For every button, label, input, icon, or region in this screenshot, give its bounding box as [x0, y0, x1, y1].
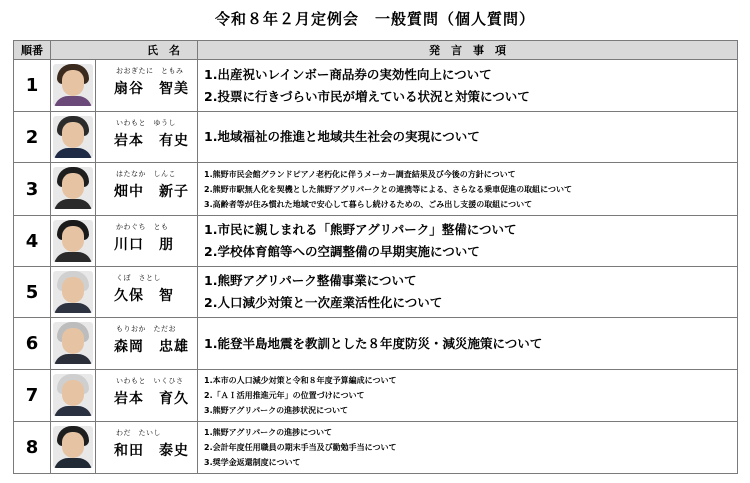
name-reading: くぼ さとし	[116, 274, 161, 282]
member-name-cell	[96, 370, 198, 422]
question-items-cell	[198, 60, 738, 112]
order-number: 4	[14, 216, 51, 267]
member-name: 岩本 育久	[114, 391, 189, 407]
table-header-row	[14, 41, 738, 60]
member-photo-cell	[51, 370, 96, 422]
header-order: 順番	[14, 41, 51, 60]
question-item: 1.能登半島地震を教訓とした８年度防災・減災施策について	[204, 335, 543, 351]
question-table	[13, 40, 738, 474]
question-item: 1.市民に親しまれる「熊野アグリパーク」整備について	[204, 222, 517, 237]
name-reading: いわもと ゆうし	[116, 119, 176, 127]
question-item: 2.「ＡＩ活用推進元年」の位置づけについて	[204, 391, 365, 400]
member-name-cell	[96, 422, 198, 474]
question-item: 3.奨学金返還制度について	[204, 458, 301, 467]
portrait-photo	[53, 220, 93, 262]
table-row	[14, 60, 738, 112]
question-items-cell	[198, 267, 738, 318]
question-item: 2.熊野市駅無人化を契機とした熊野アグリパークとの連携等による、さらなる乗車促進の取組について	[204, 184, 572, 194]
question-items-cell	[198, 216, 738, 267]
question-item: 2.投票に行きづらい市民が増えている状況と対策について	[204, 88, 530, 104]
question-item: 1.熊野市民会館グランドピアノ老朽化に伴うメーカー調査結果及び今後の方針について	[204, 169, 516, 179]
member-photo-cell	[51, 422, 96, 474]
member-name: 岩本 有史	[114, 133, 189, 149]
order-number: 1	[14, 60, 51, 112]
header-name: 氏 名	[51, 41, 198, 60]
question-item: 3.高齢者等が住み慣れた地域で安心して暮らし続けるための、ごみ出し支援の取組について	[204, 199, 533, 209]
question-items-cell	[198, 422, 738, 474]
question-items-cell	[198, 163, 738, 216]
portrait-photo	[53, 64, 93, 106]
member-name-cell	[96, 60, 198, 112]
member-name: 和田 泰史	[114, 443, 189, 459]
order-number: 3	[14, 163, 51, 216]
member-name-cell	[96, 216, 198, 267]
member-name-cell	[96, 163, 198, 216]
name-reading: もりおか ただお	[116, 325, 176, 333]
member-name: 扇谷 智美	[114, 81, 189, 97]
table-row	[14, 422, 738, 474]
member-name: 川口 朋	[114, 237, 174, 253]
portrait-photo	[53, 271, 93, 313]
table-row	[14, 318, 738, 370]
name-reading: わだ たいし	[116, 429, 161, 437]
order-number: 5	[14, 267, 51, 318]
table-row	[14, 267, 738, 318]
member-photo-cell	[51, 318, 96, 370]
question-item: 1.地域福祉の推進と地域共生社会の実現について	[204, 129, 480, 144]
member-name-cell	[96, 112, 198, 163]
order-number: 7	[14, 370, 51, 422]
portrait-photo	[53, 167, 93, 209]
table-row	[14, 112, 738, 163]
member-name: 森岡 忠雄	[114, 339, 189, 355]
name-reading: かわぐち とも	[116, 223, 169, 231]
member-photo-cell	[51, 60, 96, 112]
question-items-cell	[198, 318, 738, 370]
member-name: 久保 智	[114, 288, 174, 304]
member-photo-cell	[51, 163, 96, 216]
order-number: 2	[14, 112, 51, 163]
question-item: 2.学校体育館等への空調整備の早期実施について	[204, 244, 480, 259]
question-item: 1.出産祝いレインボー商品券の実効性向上について	[204, 66, 492, 82]
order-number: 8	[14, 422, 51, 474]
member-photo-cell	[51, 112, 96, 163]
table-row	[14, 370, 738, 422]
question-items-cell	[198, 112, 738, 163]
question-item: 2.人口減少対策と一次産業活性化について	[204, 295, 443, 310]
order-number: 6	[14, 318, 51, 370]
member-name: 畑中 新子	[114, 184, 189, 200]
table-row	[14, 163, 738, 216]
member-photo-cell	[51, 267, 96, 318]
table-row	[14, 216, 738, 267]
name-reading: おおぎたに ともみ	[116, 67, 184, 75]
portrait-photo	[53, 116, 93, 158]
name-reading: いわもと いくひさ	[116, 377, 184, 385]
member-name-cell	[96, 318, 198, 370]
question-item: 1.本市の人口減少対策と令和８年度予算編成について	[204, 376, 397, 385]
portrait-photo	[53, 322, 93, 364]
member-name-cell	[96, 267, 198, 318]
page-title: 令和８年２月定例会 一般質問（個人質問）	[214, 10, 535, 28]
name-reading: はたなか しんこ	[116, 170, 176, 178]
header-items: 発 言 事 項	[198, 41, 738, 60]
question-items-cell	[198, 370, 738, 422]
question-item: 1.熊野アグリパークの進捗について	[204, 428, 332, 437]
member-photo-cell	[51, 216, 96, 267]
question-item: 2.会計年度任用職員の期末手当及び勤勉手当について	[204, 443, 397, 452]
question-item: 1.熊野アグリパーク整備事業について	[204, 273, 417, 288]
portrait-photo	[53, 426, 93, 468]
question-item: 3.熊野アグリパークの進捗状況について	[204, 406, 348, 415]
portrait-photo	[53, 374, 93, 416]
